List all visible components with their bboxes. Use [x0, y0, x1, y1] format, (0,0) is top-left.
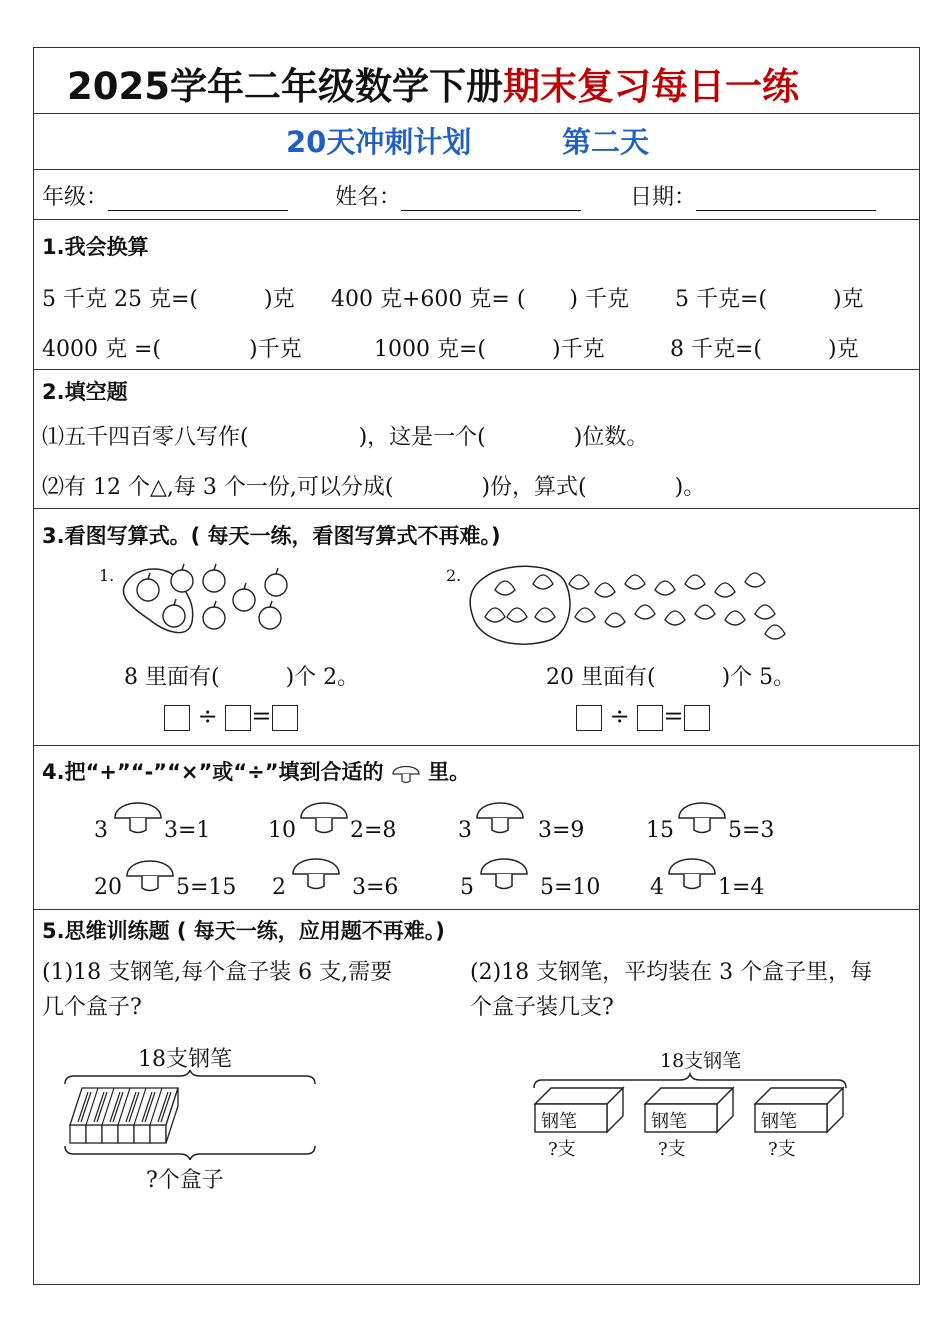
operand-right: 3=1 [164, 818, 211, 843]
section-5-title: 5.思维训练题 ( 每天一练，应用题不再难。) [42, 919, 445, 943]
divider [34, 909, 919, 910]
mushroom-icon[interactable] [290, 852, 342, 892]
mushroom-icon[interactable] [112, 796, 164, 836]
answer-box[interactable] [576, 705, 602, 731]
word-problem-1-line2: 几个盒子? [42, 995, 142, 1020]
day-label: 第二天 [562, 125, 650, 159]
peaches-illustration [465, 562, 800, 648]
name-field [335, 180, 581, 211]
mushroom-icon[interactable] [474, 796, 526, 836]
box-label: 钢笔 [651, 1111, 687, 1132]
operand-right: 2=8 [350, 818, 397, 843]
mushroom-icon[interactable] [478, 852, 530, 892]
operand-left: 2 [272, 875, 286, 900]
operand-left: 3 [458, 818, 472, 843]
section-4-title [42, 756, 470, 786]
operand-left: 10 [268, 818, 296, 843]
conversion-item: 400 克+600 克= ( ) 千克 [331, 287, 629, 312]
mushroom-icon[interactable] [298, 796, 350, 836]
figure-1-top-label: 18支钢笔 [138, 1047, 232, 1072]
grade-label: 年级： [42, 185, 109, 210]
figure-2-number: 2. [446, 566, 462, 585]
operand-right: 3=6 [352, 875, 399, 900]
conversion-item: 8 千克=( )克 [670, 337, 859, 362]
answer-box[interactable] [684, 705, 710, 731]
figure-1-question: 8 里面有( )个 2。 [124, 665, 360, 690]
conversion-item: 5 千克 25 克=( )克 [42, 287, 295, 312]
date-field [630, 180, 876, 211]
pens-boxes-illustration [62, 1070, 318, 1160]
answer-box[interactable] [272, 705, 298, 731]
equals-sign: = [251, 702, 272, 730]
operand-right: 3=9 [538, 818, 585, 843]
operand-left: 3 [94, 818, 108, 843]
conversion-item: 1000 克=( )千克 [374, 337, 605, 362]
operand-left: 5 [460, 875, 474, 900]
box-question: ?支 [768, 1139, 796, 1160]
section-2-title: 2.填空题 [42, 380, 128, 404]
fill-question-2: ⑵有 12 个△,每 3 个一份,可以分成( )份，算式( )。 [42, 475, 706, 500]
page-title [67, 56, 799, 110]
section-4-title-post: 里。 [428, 760, 471, 784]
answer-box[interactable] [225, 705, 251, 731]
title-part-red: 期末复习每日一练 [502, 65, 799, 108]
operand-left: 4 [650, 875, 664, 900]
figure-1-number: 1. [99, 566, 115, 585]
equation-1 [164, 702, 298, 731]
box-question: ?支 [548, 1139, 576, 1160]
box-question: ?支 [658, 1139, 686, 1160]
operand-right: 1=4 [718, 875, 765, 900]
divider [34, 745, 919, 746]
divider [34, 508, 919, 509]
name-label: 姓名： [335, 185, 402, 210]
divider [34, 369, 919, 370]
plan-label: 20天冲刺计划 [286, 125, 472, 159]
answer-box[interactable] [164, 705, 190, 731]
figure-2-question: 20 里面有( )个 5。 [546, 665, 796, 690]
operand-left: 20 [94, 875, 122, 900]
divide-sign: ÷ [197, 702, 218, 730]
operand-left: 15 [646, 818, 674, 843]
answer-box[interactable] [637, 705, 663, 731]
mushroom-icon[interactable] [666, 852, 718, 892]
section-1-title: 1.我会换算 [42, 235, 149, 259]
mushroom-icon[interactable] [124, 854, 176, 894]
conversion-item: 4000 克 =( )千克 [42, 337, 302, 362]
equation-2 [576, 702, 710, 731]
mushroom-icon [391, 762, 421, 784]
divider [34, 219, 919, 220]
divider [34, 113, 919, 114]
section-3-title: 3.看图写算式。( 每天一练，看图写算式不再难。) [42, 524, 501, 548]
date-label: 日期： [630, 185, 697, 210]
divide-sign: ÷ [609, 702, 630, 730]
mushroom-icon[interactable] [676, 796, 728, 836]
name-blank[interactable] [401, 190, 581, 211]
equals-sign: = [663, 702, 684, 730]
apples-illustration [110, 560, 300, 640]
operand-right: 5=3 [728, 818, 775, 843]
section-4-title-pre: 4.把“+”“-”“×”或“÷”填到合适的 [42, 760, 384, 784]
divider [34, 169, 919, 170]
operand-right: 5=10 [540, 875, 601, 900]
word-problem-1-line1: (1)18 支钢笔,每个盒子装 6 支,需要 [42, 960, 393, 985]
figure-1-bottom-label: ?个盒子 [146, 1168, 224, 1193]
title-part-black: 2025学年二年级数学下册 [67, 65, 503, 108]
grade-blank[interactable] [108, 190, 288, 211]
operand-right: 5=15 [176, 875, 237, 900]
box-label: 钢笔 [541, 1111, 577, 1132]
fill-question-1: ⑴五千四百零八写作( )，这是一个( )位数。 [42, 425, 649, 450]
grade-field [42, 180, 288, 211]
box-label: 钢笔 [761, 1111, 797, 1132]
date-blank[interactable] [696, 190, 876, 211]
word-problem-2-line2: 个盒子装几支? [470, 995, 614, 1020]
word-problem-2-line1: (2)18 支钢笔，平均装在 3 个盒子里，每 [470, 960, 873, 985]
conversion-item: 5 千克=( )克 [675, 287, 864, 312]
figure-2-top-label: 18支钢笔 [660, 1050, 742, 1072]
